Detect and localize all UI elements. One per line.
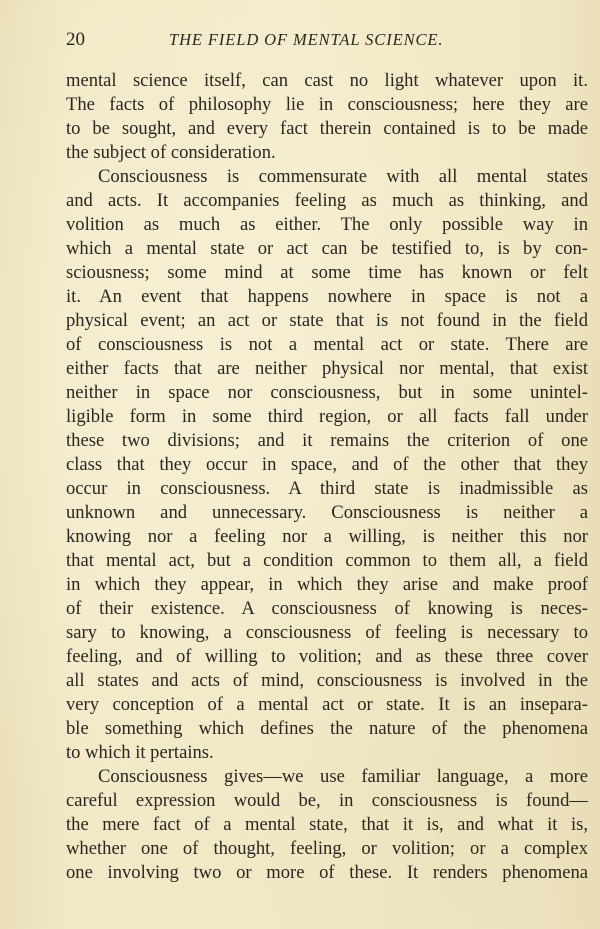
running-head: THE FIELD OF MENTAL SCIENCE.: [169, 30, 444, 49]
page-number: 20: [66, 29, 85, 50]
text-line: physical event; an act or state that is not found in the field: [66, 310, 588, 331]
text-line: mental science itself, can cast no light whatever upon it.: [66, 70, 588, 91]
text-line: it. An event that happens nowhere in space is not a: [66, 286, 588, 307]
text-line: in which they appear, in which they arise and make proof: [66, 574, 588, 595]
text-line: which a mental state or act can be testified to, is by con-: [66, 238, 588, 259]
text-line: ble something which defines the nature of the phenomena: [66, 718, 588, 739]
text-line: sciousness; some mind at some time has known or felt: [66, 262, 588, 283]
text-line: careful expression would be, in consciousness is found—: [66, 790, 588, 811]
body-text: [66, 69, 588, 885]
text-line: The facts of philosophy lie in consciousness; here they are: [66, 94, 588, 115]
page-header: [66, 28, 588, 52]
text-line: and acts. It accompanies feeling as much as thinking, and: [66, 190, 588, 211]
text-line: of consciousness is not a mental act or state. There are: [66, 334, 588, 355]
text-line: occur in consciousness. A third state is inadmissible as: [66, 478, 588, 499]
text-line: volition as much as either. The only possible way in: [66, 214, 588, 235]
text-line: unknown and unnecessary. Consciousness is neither a: [66, 502, 588, 523]
text-line: the mere fact of a mental state, that it is, and what it is,: [66, 814, 588, 835]
text-line: ligible form in some third region, or all facts fall under: [66, 406, 588, 427]
text-line: of their existence. A consciousness of knowing is neces-: [66, 598, 588, 619]
text-line: these two divisions; and it remains the criterion of one: [66, 430, 588, 451]
text-line: very conception of a mental act or state. It is an insepara-: [66, 694, 588, 715]
text-line: that mental act, but a condition common to them all, a field: [66, 550, 588, 571]
text-line: feeling, and of willing to volition; and as these three cover: [66, 646, 588, 667]
text-line: class that they occur in space, and of the other that they: [66, 454, 588, 475]
text-line: either facts that are neither physical nor mental, that exist: [66, 358, 588, 379]
text-line: knowing nor a feeling nor a willing, is neither this nor: [66, 526, 588, 547]
text-line: Consciousness is commensurate with all mental states: [98, 166, 588, 187]
text-line: whether one of thought, feeling, or volition; or a complex: [66, 838, 588, 859]
text-line: sary to knowing, a consciousness of feeling is necessary to: [66, 622, 588, 643]
text-line: all states and acts of mind, consciousness is involved in the: [66, 670, 588, 691]
text-line: neither in space nor consciousness, but in some unintel-: [66, 382, 588, 403]
text-line: the subject of consideration.: [66, 142, 276, 163]
text-line: to be sought, and every fact therein contained is to be made: [66, 118, 588, 139]
text-line: one involving two or more of these. It renders phenomena: [66, 862, 588, 883]
text-line: Consciousness gives—we use familiar language, a more: [98, 766, 588, 787]
text-line: to which it pertains.: [66, 742, 214, 763]
